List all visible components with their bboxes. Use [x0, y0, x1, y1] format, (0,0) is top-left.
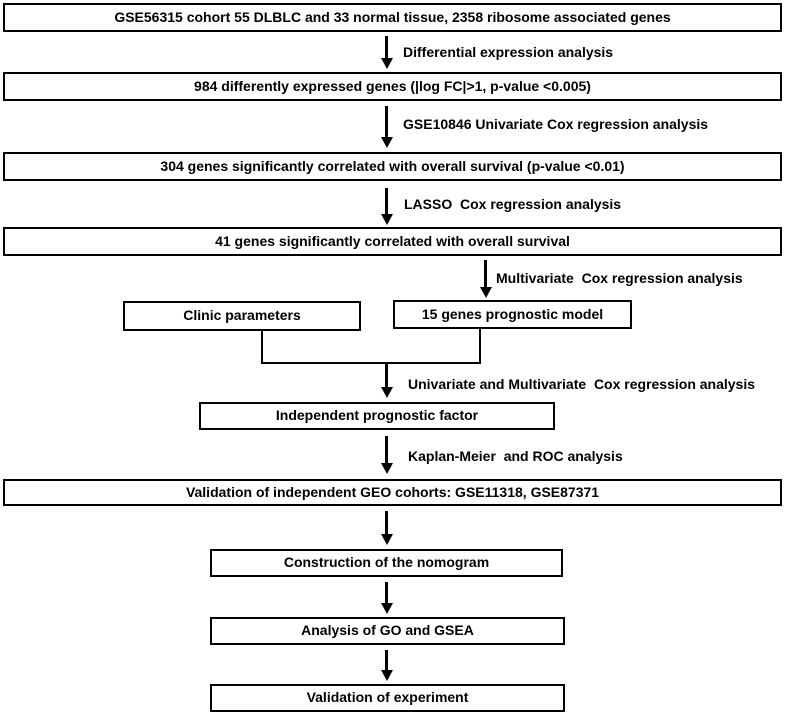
down-arrow-icon [380, 436, 393, 474]
arrow-head [381, 214, 393, 225]
down-arrow-icon [479, 260, 492, 298]
box-go-gsea: Analysis of GO and GSEA [210, 617, 565, 645]
arrow-shaft [385, 650, 388, 670]
arrow-label-uni-multi-cox: Univariate and Multivariate Cox regression analysis [408, 376, 756, 392]
arrow-shaft [385, 511, 388, 534]
down-arrow-icon [380, 650, 393, 681]
arrow-label-differential: Differential expression analysis [403, 44, 614, 60]
arrow-shaft [385, 188, 388, 214]
bracket-merge-line [261, 362, 481, 364]
bracket-left-line [261, 331, 263, 363]
down-arrow-icon [380, 106, 393, 148]
arrow-head [381, 603, 393, 614]
arrow-head [381, 463, 393, 474]
box-cohort: GSE56315 cohort 55 DLBLC and 33 normal tissue, 2358 ribosome associated genes [3, 3, 782, 32]
bracket-right-line [479, 329, 481, 363]
arrow-label-km-roc: Kaplan-Meier and ROC analysis [408, 448, 623, 464]
arrow-shaft [484, 260, 487, 287]
arrow-shaft [385, 36, 388, 58]
arrow-shaft [385, 364, 388, 387]
down-arrow-icon [380, 36, 393, 69]
box-clinic-parameters: Clinic parameters [123, 301, 361, 331]
arrow-head [381, 534, 393, 545]
arrow-head [381, 387, 393, 398]
box-experiment: Validation of experiment [210, 684, 565, 712]
down-arrow-icon [380, 582, 393, 614]
box-surv41: 41 genes significantly correlated with overall survival [3, 227, 782, 256]
box-independent-factor: Independent prognostic factor [199, 402, 555, 430]
box-deg: 984 differently expressed genes (|log FC|>1, p-value <0.005) [3, 72, 782, 101]
arrow-head [381, 58, 393, 69]
arrow-head [381, 137, 393, 148]
arrow-shaft [385, 582, 388, 603]
box-geo-validation: Validation of independent GEO cohorts: GSE11318, GSE87371 [3, 479, 782, 506]
arrow-head [381, 670, 393, 681]
down-arrow-icon [380, 188, 393, 225]
arrow-head [480, 287, 492, 298]
down-arrow-icon [380, 364, 393, 398]
arrow-shaft [385, 106, 388, 137]
arrow-label-lasso-cox: LASSO Cox regression analysis [404, 196, 622, 212]
box-prognostic-model: 15 genes prognostic model [393, 300, 632, 329]
arrow-shaft [385, 436, 388, 463]
box-surv304: 304 genes significantly correlated with overall survival (p-value <0.01) [3, 152, 782, 181]
arrow-label-multivariate-cox: Multivariate Cox regression analysis [496, 270, 743, 286]
box-nomogram: Construction of the nomogram [210, 549, 563, 577]
arrow-label-univariate-cox: GSE10846 Univariate Cox regression analysis [403, 116, 709, 132]
down-arrow-icon [380, 511, 393, 545]
